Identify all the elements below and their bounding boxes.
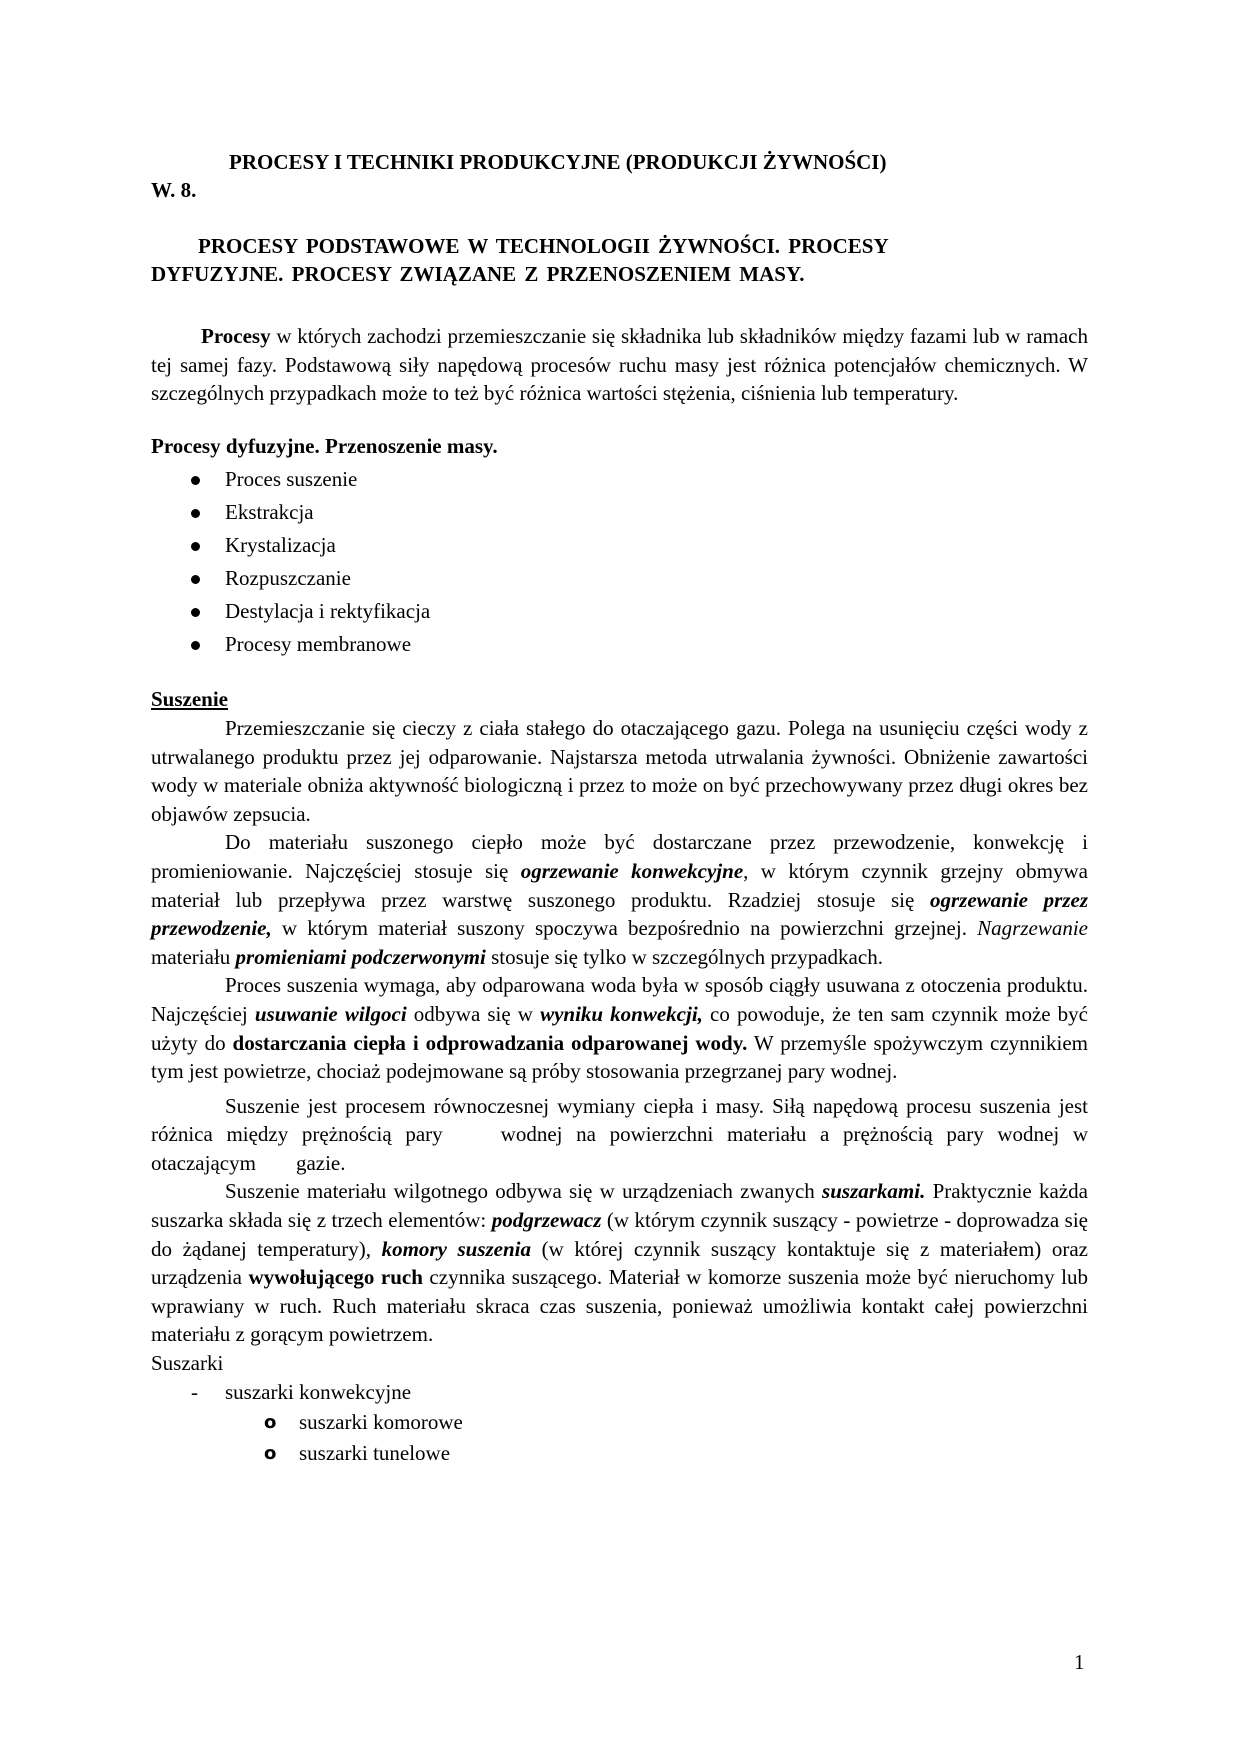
drying-paragraph-1: Przemieszczanie się cieczy z ciała stałego do otaczającego gazu. Polega na usunięciu części wody z utrwalanego produktu przez jej odparowanie. Najstarsza metoda utrwalania żywności. Obniżenie zawartości wody w materiale obniża aktywność biologiczną i przez to może on być przechowywany przez długi okres bez objawów zepsucia. bbox=[151, 715, 1088, 826]
document-subtitle bbox=[151, 232, 1088, 288]
text-run: co powoduje, że ten sam czynnik może być użyty do bbox=[151, 1001, 1089, 1055]
diffusion-heading: Procesy dyfuzyjne. Przenoszenie masy. bbox=[151, 433, 498, 458]
list-item-label: Rozpuszczanie bbox=[225, 566, 351, 591]
emphasis-infrared: promieniami podczerwonymi bbox=[235, 944, 486, 969]
list-item bbox=[151, 1407, 1088, 1438]
list-item bbox=[151, 1378, 1088, 1407]
dryers-label: Suszarki bbox=[151, 1351, 224, 1376]
text-run: W przemyśle spożywczym czynnikiem tym jest powietrze, chociaż podejmowane są próby stosowania przegrzanej pary wodnej. bbox=[151, 1030, 1089, 1084]
diffusion-process-list bbox=[151, 463, 1088, 661]
emphasis-preheater: podgrzewacz bbox=[491, 1208, 602, 1233]
list-item-label: Destylacja i rektyfikacja bbox=[225, 599, 431, 624]
emphasis-heating: Nagrzewanie bbox=[977, 916, 1088, 941]
drying-paragraph-3 bbox=[151, 971, 1088, 1085]
text-run: gazie. bbox=[295, 1150, 346, 1175]
list-item bbox=[151, 1438, 1088, 1469]
page-content bbox=[151, 148, 1088, 1469]
dash-marker-icon: - bbox=[191, 1379, 198, 1404]
bullet-icon bbox=[191, 608, 200, 617]
text-run: stosuje się tylko w szczególnych przypadkach. bbox=[485, 944, 883, 969]
list-item bbox=[151, 463, 1088, 496]
intro-lead: Procesy bbox=[201, 324, 271, 348]
bullet-icon bbox=[191, 542, 200, 551]
text-run: czynnika suszącego. Materiał w komorze suszenia może być nieruchomy lub wprawiany w ruch. Ruch materiału skraca czas suszenia, ponieważ umożliwia kontakt całej powierzchni materiału z gorącym powietrzem. bbox=[151, 1265, 1088, 1347]
list-item bbox=[151, 529, 1088, 562]
subtitle-line-1: PROCESY PODSTAWOWE W TECHNOLOGII ŻYWNOŚCI. PROCESY bbox=[198, 234, 889, 258]
list-item-label: Procesy membranowe bbox=[225, 632, 412, 657]
emphasis-convection: wyniku konwekcji, bbox=[540, 1001, 703, 1026]
bullet-icon bbox=[191, 575, 200, 584]
drying-heading: Suszenie bbox=[151, 687, 229, 712]
subtitle-line-2: DYFUZYJNE. PROCESY ZWIĄZANE Z PRZENOSZENIEM MASY. bbox=[151, 262, 805, 286]
text-run: Do materiału suszonego ciepło może być dostarczane przez przewodzenie, konwekcję i promieniowanie. Najczęściej stosuje się bbox=[151, 830, 1088, 883]
list-item-label: suszarki komorowe bbox=[299, 1409, 463, 1434]
text-run: (w której czynnik suszący kontaktuje się z materiałem) oraz urządzenia bbox=[151, 1236, 1088, 1290]
text-run: (w którym czynnik suszący - powietrze - doprowadza się do żądanej temperatury), bbox=[151, 1208, 1088, 1261]
list-item-label: suszarki konwekcyjne bbox=[225, 1379, 412, 1404]
lecture-number: W. 8. bbox=[151, 178, 197, 202]
list-item-label: Proces suszenie bbox=[225, 467, 358, 492]
emphasis-dryers: suszarkami. bbox=[822, 1179, 926, 1204]
bullet-icon bbox=[191, 509, 200, 518]
list-item-label: suszarki tunelowe bbox=[299, 1440, 451, 1465]
drying-paragraph-2 bbox=[151, 828, 1088, 971]
bullet-icon bbox=[191, 641, 200, 650]
intro-paragraph bbox=[151, 322, 1088, 408]
text-run: wodnej na powierzchni materiału a prężnością pary wodnej w otaczającym bbox=[151, 1122, 1088, 1175]
text-run: materiału bbox=[151, 944, 236, 969]
emphasis-conduction-heating: ogrzewanie przez przewodzenie, bbox=[151, 887, 1088, 941]
list-item-label: Ekstrakcja bbox=[225, 500, 314, 525]
emphasis-motion-device: wywołującego ruch bbox=[248, 1265, 423, 1290]
page-number: 1 bbox=[1074, 1650, 1085, 1674]
intro-text: w których zachodzi przemieszczanie się składnika lub składników między fazami lub w ramach tej samej fazy. Podstawową siły napędową procesów ruchu masy jest różnica potencjałów chemicznych. W szczególnych przypadkach może to też być różnica wartości stężenia, ciśnienia lub temperatury. bbox=[151, 324, 1088, 406]
text-run: w którym materiał suszony spoczywa bezpośrednio na powierzchni grzejnej. bbox=[271, 916, 978, 941]
dryers-list bbox=[151, 1378, 1088, 1407]
text-run: Suszenie jest procesem równoczesnej wymiany ciepła i masy. Siłą napędową procesu suszenia jest różnica między prężnością pary bbox=[151, 1093, 1088, 1147]
bullet-icon bbox=[191, 476, 200, 485]
drying-paragraph-4 bbox=[151, 1092, 1088, 1178]
document-title: PROCESY I TECHNIKI PRODUKCYJNE (PRODUKCJI ŻYWNOŚCI) bbox=[229, 150, 887, 174]
circle-marker-icon: o bbox=[264, 1411, 277, 1433]
emphasis-convective-heating: ogrzewanie konwekcyjne bbox=[520, 858, 744, 883]
circle-marker-icon: o bbox=[264, 1442, 277, 1464]
text-run: odbywa się w bbox=[406, 1001, 541, 1026]
text-run: , w którym czynnik grzejny obmywa materiał lub przepływa przez warstwę suszonego produktu. Rzadziej stosuje się bbox=[151, 858, 1089, 912]
emphasis-moisture-removal: usuwanie wilgoci bbox=[254, 1001, 407, 1026]
text-run: Suszenie materiału wilgotnego odbywa się w urządzeniach zwanych bbox=[225, 1179, 823, 1204]
list-item bbox=[151, 595, 1088, 628]
text-run: Proces suszenia wymaga, aby odparowana woda była w sposób ciągły usuwana z otoczenia produktu. Najczęściej bbox=[151, 973, 1088, 1026]
text-run: Praktycznie każda suszarka składa się z trzech elementów: bbox=[151, 1179, 1088, 1233]
list-item-label: Krystalizacja bbox=[225, 533, 336, 558]
list-item bbox=[151, 496, 1088, 529]
list-item bbox=[151, 628, 1088, 661]
emphasis-drying-chamber: komory suszenia bbox=[381, 1236, 531, 1261]
drying-paragraph-5 bbox=[151, 1177, 1088, 1349]
list-item bbox=[151, 562, 1088, 595]
emphasis-heat-supply: dostarczania ciepła i odprowadzania odparowanej wody. bbox=[232, 1030, 748, 1055]
convective-dryers-sublist bbox=[151, 1407, 1088, 1469]
